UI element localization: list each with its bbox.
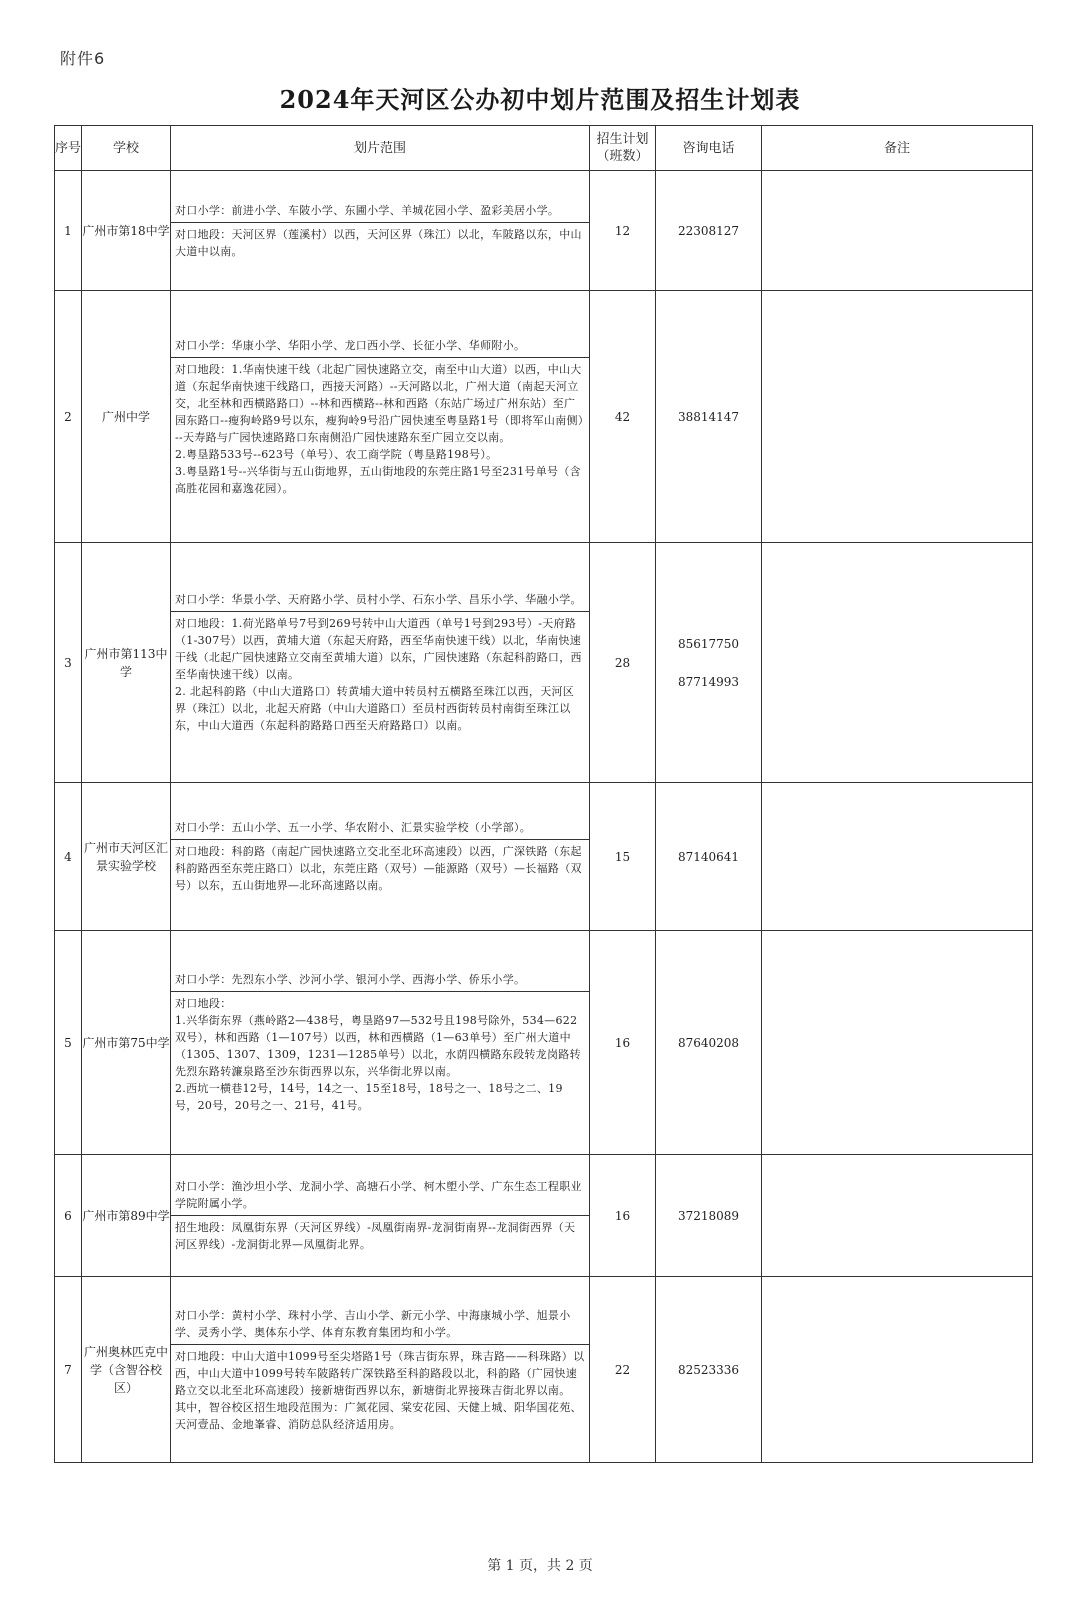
feeder-schools xyxy=(171,199,589,222)
header-school: 学校 xyxy=(82,126,171,171)
phone-number: 87140641 xyxy=(677,849,740,864)
range-line: 其中，智谷校区招生地段范围为：广氮花园、棠安花园、天健上城、阳华国花苑、天河壹品、金地峯睿、消防总队经济适用房。 xyxy=(175,1400,582,1431)
range-line: 2. 北起科韵路（中山大道路口）转黄埔大道中转员村五横路至珠江以西，天河区界（珠江）以北，北起天府路（中山大道路口）至员村西街转员村南街至珠江以东，中山大道西（东起科韵路路口西至天府路路口）以南。 xyxy=(175,685,575,732)
plan-cell: 22 xyxy=(590,1277,656,1463)
phone-cell xyxy=(656,1155,762,1277)
phone-cell xyxy=(656,171,762,291)
range-line: 对口小学：渔沙坦小学、龙洞小学、高塘石小学、柯木塱小学、广东生态工程职业学院附属小学。 xyxy=(175,1180,582,1210)
seq-cell: 4 xyxy=(55,783,82,931)
range-line: 对口地段：科韵路（南起广园快速路立交北至北环高速段）以西，广深铁路（东起科韵路西至东莞庄路口）以北，东莞庄路（双号）—能源路（双号）—长福路（双号）以东，五山街地界—北环高速路以南。 xyxy=(175,845,582,892)
school-cell: 广州中学 xyxy=(82,291,171,543)
range-cell xyxy=(171,1277,590,1463)
range-cell xyxy=(171,291,590,543)
catchment-area xyxy=(171,222,589,263)
header-plan: 招生计划（班数） xyxy=(590,126,656,171)
plan-cell: 15 xyxy=(590,783,656,931)
school-cell: 广州市第18中学 xyxy=(82,171,171,291)
feeder-schools xyxy=(171,968,589,991)
range-cell xyxy=(171,171,590,291)
table-row xyxy=(55,543,1033,783)
feeder-schools xyxy=(171,816,589,839)
phone-number: 38814147 xyxy=(677,409,740,424)
table-row xyxy=(55,783,1033,931)
range-line: 对口小学：华康小学、华阳小学、龙口西小学、长征小学、华师附小。 xyxy=(175,338,526,352)
seq-cell: 6 xyxy=(55,1155,82,1277)
catchment-area xyxy=(171,1215,589,1256)
range-line: 对口小学：黄村小学、珠村小学、吉山小学、新元小学、中海康城小学、旭景小学、灵秀小学、奥体东小学、体育东教育集团均和小学。 xyxy=(175,1308,571,1339)
plan-cell: 42 xyxy=(590,291,656,543)
seq-cell: 3 xyxy=(55,543,82,783)
range-line: 3.粤垦路1号--兴华街与五山街地界，五山街地段的东莞庄路1号至231号单号（含高胜花园和嘉逸花园）。 xyxy=(175,464,581,495)
header-remarks: 备注 xyxy=(762,126,1033,171)
catchment-area xyxy=(171,357,589,500)
range-cell xyxy=(171,931,590,1155)
range-line: 2.粤垦路533号--623号（单号）、农工商学院（粤垦路198号）。 xyxy=(175,447,498,461)
seq-cell: 1 xyxy=(55,171,82,291)
range-line: 2.西坑一横巷12号，14号，14之一、15至18号，18号之一、18号之二、19号，20号，20号之一、21号，41号。 xyxy=(175,1082,563,1112)
table-body xyxy=(55,171,1033,1463)
remarks-cell xyxy=(762,1277,1033,1463)
range-cell xyxy=(171,543,590,783)
table-row xyxy=(55,1155,1033,1277)
phone-number: 87714993 xyxy=(677,674,740,689)
range-line: 对口小学：前进小学、车陂小学、东圃小学、羊城花园小学、盈彩美居小学。 xyxy=(175,203,560,217)
table-row xyxy=(55,1277,1033,1463)
range-line: 对口地段：中山大道中1099号至尖塔路1号（珠吉街东界，珠吉路——科珠路）以西，中山大道中1099号转车陂路转广深铁路至科韵路段以北，科韵路（广园快速路立交以北至北环高速段）接新塘街西界以东，新塘街北界接珠吉街北界以南。 xyxy=(175,1349,585,1397)
phone-number: 22308127 xyxy=(677,223,740,238)
seq-cell: 2 xyxy=(55,291,82,543)
header-phone: 咨询电话 xyxy=(656,126,762,171)
table-header-row xyxy=(55,126,1033,171)
phone-number: 82523336 xyxy=(677,1362,740,1377)
page-title: 2024年天河区公办初中划片范围及招生计划表 xyxy=(279,85,801,114)
phone-cell xyxy=(656,783,762,931)
range-line: 对口小学：五山小学、五一小学、华农附小、汇景实验学校（小学部）。 xyxy=(175,821,532,834)
feeder-schools xyxy=(171,588,589,611)
range-line: 对口地段：1.荷光路单号7号到269号转中山大道西（单号1号到293号）-天府路（1-307号）以西，黄埔大道（东起天府路，西至华南快速干线）以北，华南快速干线（北起广园快速路立交南至黄埔大道）以东，广园快速路（东起科韵路口，西至华南快速干线）以南。 xyxy=(175,617,582,681)
remarks-cell xyxy=(762,171,1033,291)
phone-cell xyxy=(656,543,762,783)
range-line: 招生地段：凤凰街东界（天河区界线）-凤凰街南界-龙洞街南界--龙洞街西界（天河区界线）-龙洞街北界—凤凰街北界。 xyxy=(175,1221,576,1251)
phone-number: 37218089 xyxy=(677,1208,740,1223)
catchment-area xyxy=(171,991,589,1117)
remarks-cell xyxy=(762,783,1033,931)
phone-cell xyxy=(656,1277,762,1463)
school-cell: 广州市天河区汇景实验学校 xyxy=(82,783,171,931)
phone-number: 85617750 xyxy=(677,636,740,651)
range-line: 1.兴华街东界（燕岭路2—438号，粤垦路97—532号且198号除外，534—622双号），林和西路（1—107号）以西，林和西横路（1—63单号）至广州大道中（1305、1307、1309，1231—1285单号）以北，水荫四横路东段转龙岗路转先烈东路转濂泉路至沙东街西界以东，兴华街北界以南。 xyxy=(175,1014,581,1078)
feeder-schools xyxy=(171,1304,589,1344)
header-range: 划片范围 xyxy=(171,126,590,171)
plan-cell: 28 xyxy=(590,543,656,783)
plan-cell: 16 xyxy=(590,931,656,1155)
school-cell: 广州市第89中学 xyxy=(82,1155,171,1277)
range-cell xyxy=(171,1155,590,1277)
table-row xyxy=(55,931,1033,1155)
page-footer: 第 1 页，共 2 页 xyxy=(487,1558,593,1574)
phone-cell xyxy=(656,291,762,543)
table-row xyxy=(55,291,1033,543)
table-row xyxy=(55,171,1033,291)
enrollment-plan-table xyxy=(54,125,1033,1463)
plan-cell: 12 xyxy=(590,171,656,291)
remarks-cell xyxy=(762,931,1033,1155)
school-cell: 广州市第113中学 xyxy=(82,543,171,783)
catchment-area xyxy=(171,1344,589,1436)
plan-cell: 16 xyxy=(590,1155,656,1277)
feeder-schools xyxy=(171,1175,589,1215)
seq-cell: 7 xyxy=(55,1277,82,1463)
range-line: 对口地段：1.华南快速干线（北起广园快速路立交，南至中山大道）以西，中山大道（东起华南快速干线路口，西接天河路）--天河路以北，广州大道（南起天河立交，北至林和西横路路口）--林和西横路--林和西路（东站广场过广州东站）至广园东路口--瘦狗岭路9号以东，瘦狗岭9号沿广园快速至粤垦路1号（即将军山南侧）--天寿路与广园快速路路口东南侧沿广园快速路东至广园立交以南。 xyxy=(175,362,584,444)
attachment-label: 附件6 xyxy=(60,49,106,68)
remarks-cell xyxy=(762,291,1033,543)
school-cell: 广州市第75中学 xyxy=(82,931,171,1155)
remarks-cell xyxy=(762,543,1033,783)
seq-cell: 5 xyxy=(55,931,82,1155)
catchment-area xyxy=(171,839,589,897)
range-line: 对口小学：先烈东小学、沙河小学、银河小学、西海小学、侨乐小学。 xyxy=(175,973,526,986)
range-line: 对口小学：华景小学、天府路小学、员村小学、石东小学、昌乐小学、华融小学。 xyxy=(175,593,582,606)
phone-number: 87640208 xyxy=(677,1035,740,1050)
phone-cell xyxy=(656,931,762,1155)
catchment-area xyxy=(171,611,589,737)
range-cell xyxy=(171,783,590,931)
range-line: 对口地段：天河区界（莲溪村）以西，天河区界（珠江）以北，车陂路以东，中山大道中以南。 xyxy=(175,227,582,258)
remarks-cell xyxy=(762,1155,1033,1277)
school-cell: 广州奥林匹克中学（含智谷校区） xyxy=(82,1277,171,1463)
feeder-schools xyxy=(171,334,589,357)
range-line: 对口地段： xyxy=(175,997,232,1010)
header-seq: 序号 xyxy=(55,126,82,171)
